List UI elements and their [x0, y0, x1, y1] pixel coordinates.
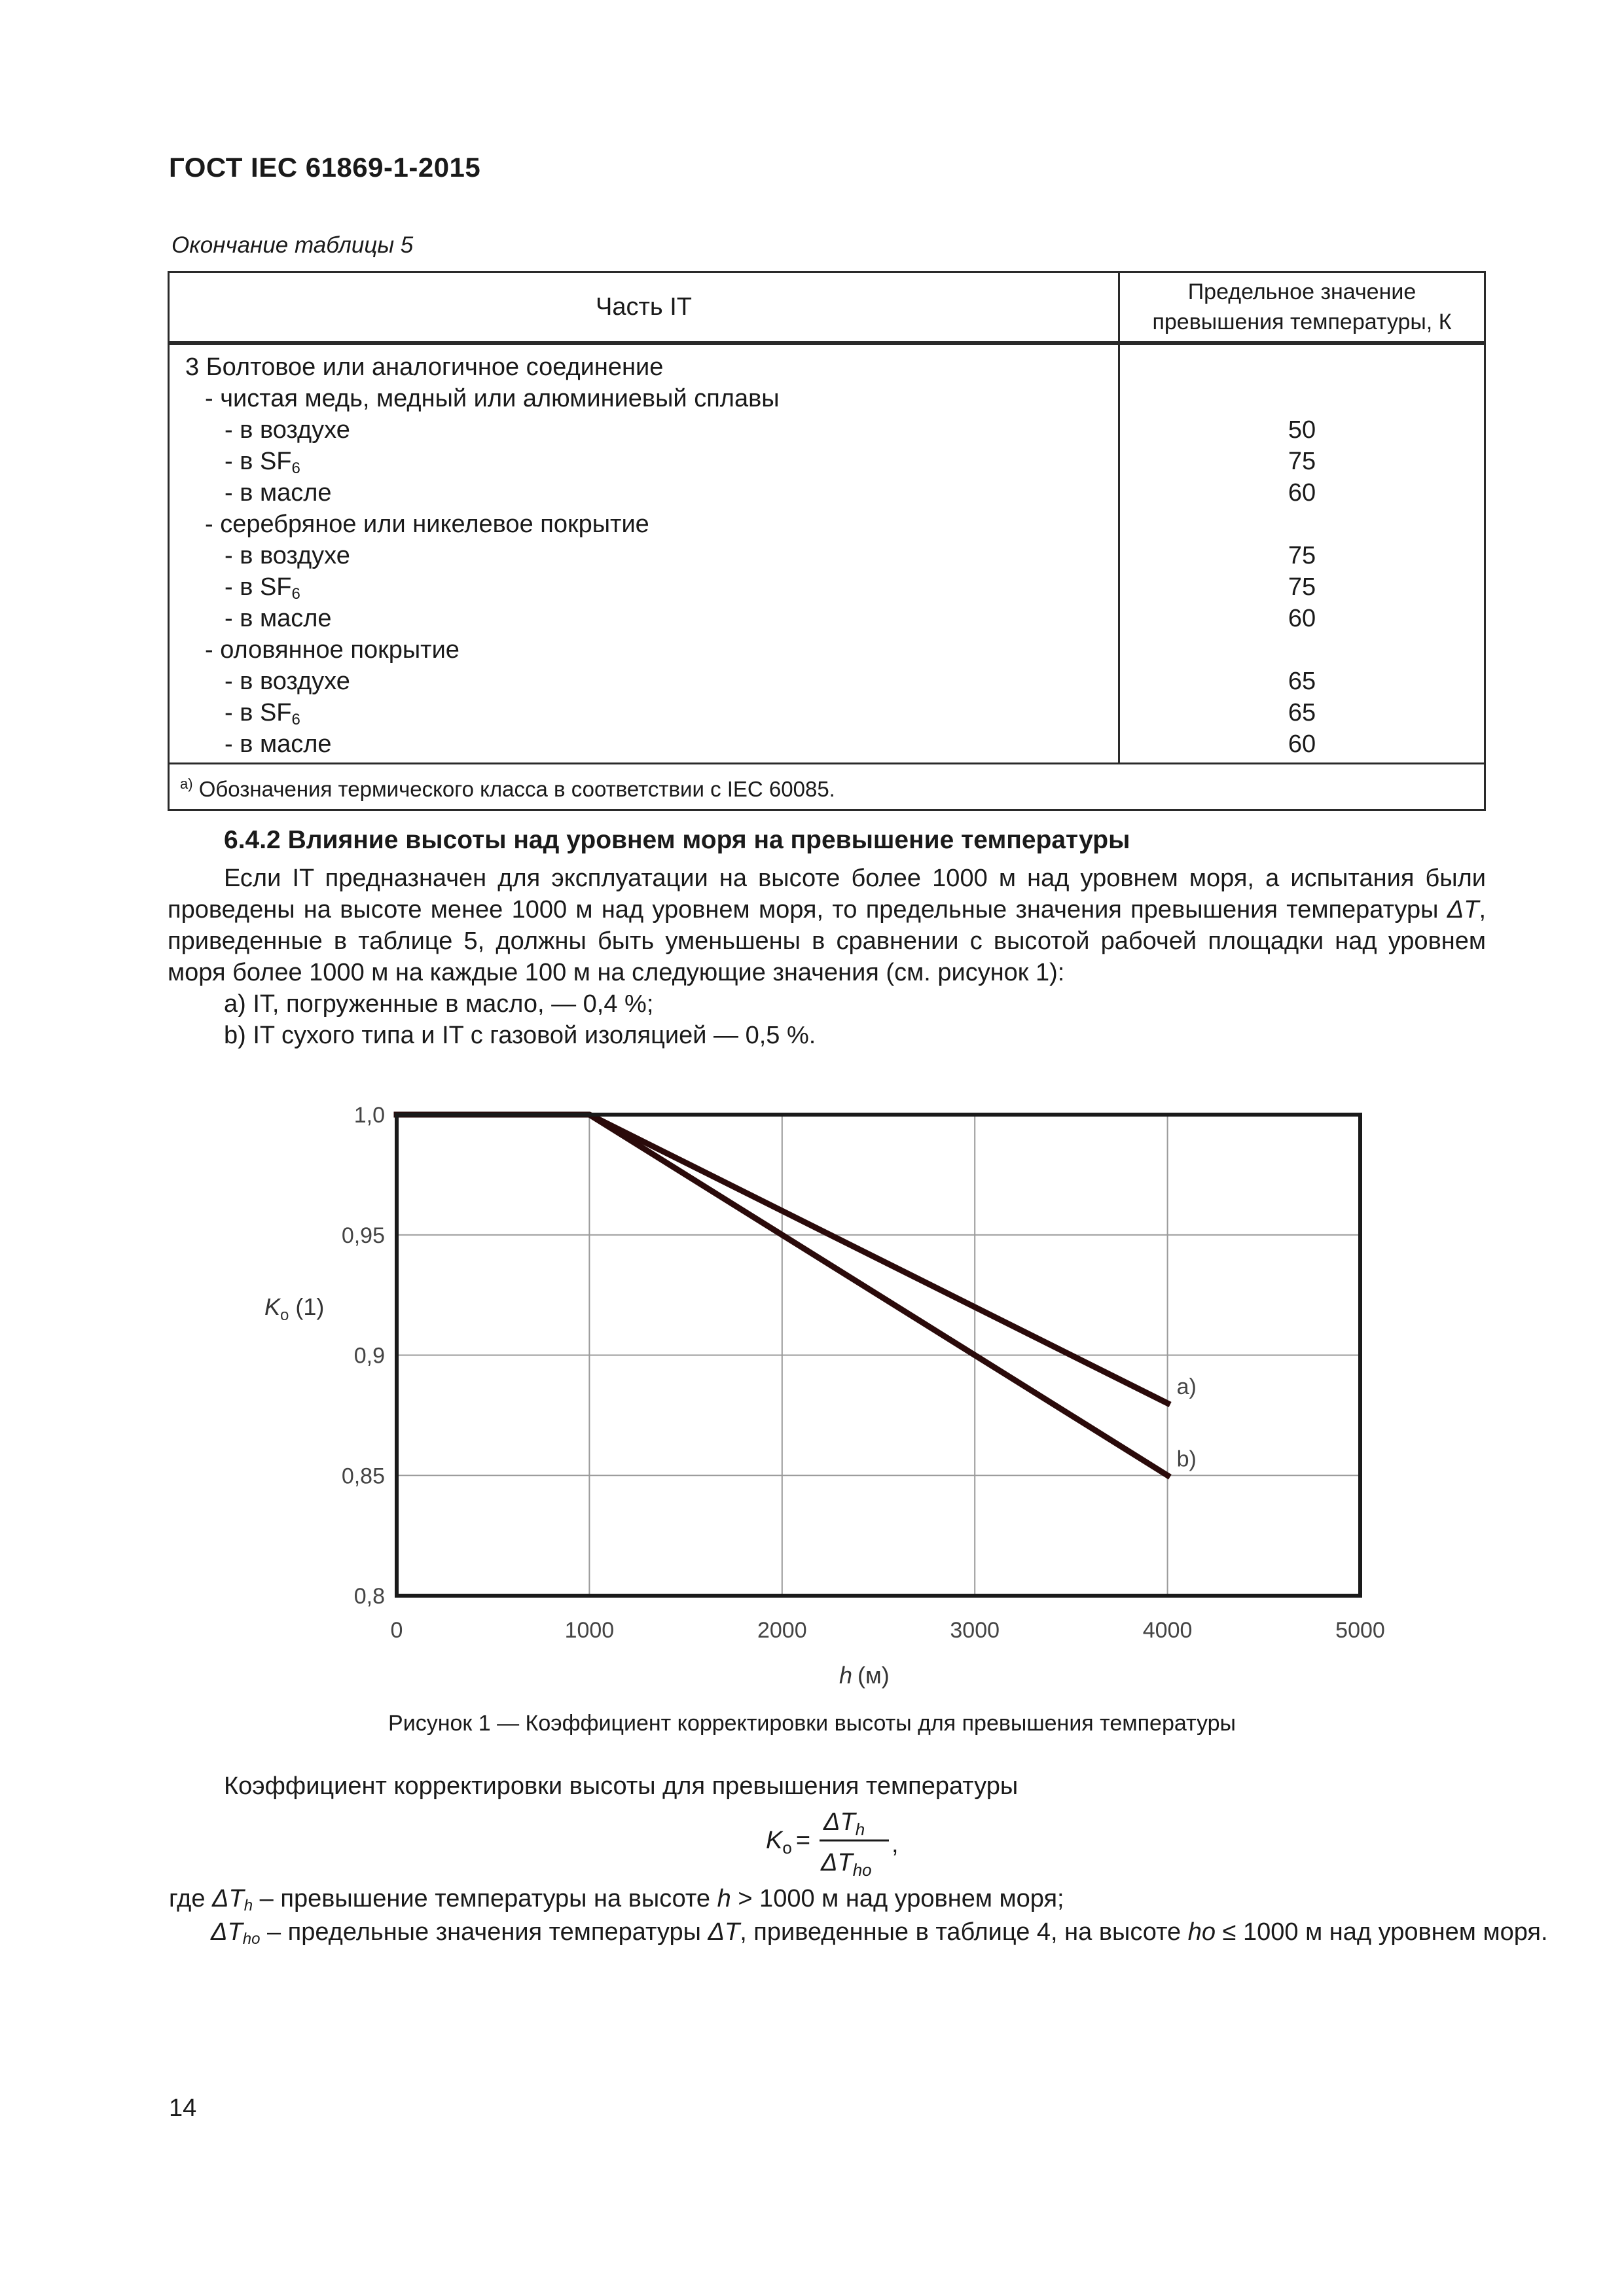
table-row-label: - в воздухе — [225, 542, 350, 569]
table-row-value: 60 — [1288, 479, 1316, 507]
table-row-value: 75 — [1288, 573, 1316, 601]
chart-grid — [397, 1115, 1360, 1596]
table-row-label: - в $SF_6$ — [225, 573, 300, 603]
column-header-limit-line1: Предельное значение — [1187, 279, 1416, 304]
table-row-label: - в масле — [225, 605, 332, 632]
table-row-label: - в воздухе — [225, 416, 350, 444]
footnote-mark: a) — [180, 776, 193, 792]
y-tick-label: 0,85 — [341, 1463, 385, 1489]
table-row-label: 3 Болтовое или аналогичное соединение — [185, 353, 664, 381]
page-number: 14 — [169, 2094, 197, 2122]
where-line-1: где $\Delta T_h$ – превышение температуры на высоте h > 1000 м над уровнем моря; — [169, 1885, 1064, 1914]
formula-numerator: $\Delta T_h$ — [823, 1808, 865, 1839]
list-item-b: b) IT сухого типа и IT с газовой изоляцией — 0,5 %. — [224, 1022, 816, 1049]
footnote-text: Обозначения термического класса в соответствии с IEC 60085. — [198, 777, 835, 801]
table-row-label: - оловянное покрытие — [205, 636, 460, 664]
table-row-value: 75 — [1288, 448, 1316, 475]
table-row-value: 75 — [1288, 542, 1316, 569]
column-header-limit-line2: превышения температуры, К — [1152, 310, 1452, 334]
table-row-label: - в $SF_6$ — [225, 448, 300, 477]
formula-lhs: $K_o$ = — [766, 1827, 811, 1857]
x-tick-label: 5000 — [1335, 1618, 1385, 1643]
figure-caption: Рисунок 1 — Коэффициент корректировки высоты для превышения температуры — [388, 1711, 1236, 1736]
y-tick-label: 0,8 — [353, 1584, 385, 1609]
x-tick-label: 0 — [390, 1618, 403, 1643]
x-tick-labels — [391, 1618, 1385, 1643]
series-label: a) — [1176, 1374, 1197, 1399]
table-row-value: 50 — [1288, 416, 1316, 444]
table-row-label: - серебряное или никелевое покрытие — [205, 511, 649, 538]
y-tick-labels — [342, 1103, 385, 1609]
table-caption: Окончание таблицы 5 — [171, 232, 414, 258]
formula-denominator: $\Delta T_{ho}$ — [821, 1849, 872, 1880]
list-item-a: a) IT, погруженные в масло, — 0,4 %; — [224, 990, 654, 1018]
x-tick-label: 2000 — [757, 1618, 807, 1643]
y-tick-label: 0,95 — [341, 1223, 385, 1248]
document-header: ГОСТ IEC 61869-1-2015 — [169, 152, 481, 183]
table-row-label: - в $SF_6$ — [225, 699, 300, 728]
table-row-label: - чистая медь, медный или алюминиевый сплавы — [205, 385, 780, 412]
section-paragraph: Если IT предназначен для эксплуатации на высоте более 1000 м над уровнем моря, а испытания были проведены на высоте менее 1000 м над уровнем моря, то предельные значения превышения температуры ΔT, приведенные в таблице 5, должны быть уменьшены в сравнении с высотой рабочей площадки над уровнем моря более 1000 м на каждые 100 м на следующие значения (см. рисунок 1): — [168, 865, 1486, 986]
formula-trail: , — [892, 1831, 899, 1858]
y-tick-label: 0,9 — [353, 1343, 385, 1369]
series-labels — [1177, 1374, 1197, 1471]
y-tick-label: 1,0 — [353, 1103, 385, 1128]
table-row-label: - в масле — [225, 479, 332, 507]
x-tick-label: 1000 — [564, 1618, 615, 1643]
x-tick-label: 3000 — [950, 1618, 1000, 1643]
formula — [759, 1800, 929, 1885]
x-axis-label: h (м) — [839, 1662, 890, 1689]
table-row-value: 65 — [1288, 699, 1316, 726]
where-line-2: $\Delta T_{ho}$ – предельные значения температуры ΔT, приведенные в таблице 4, на высоте ho ≤ 1000 м над уровнем моря. — [211, 1918, 1548, 1948]
table-row-label: - в масле — [225, 730, 332, 758]
coefficient-text: Коэффициент корректировки высоты для превышения температуры — [224, 1772, 1019, 1800]
table-row-value: 65 — [1288, 668, 1316, 695]
table-row-value: 60 — [1288, 605, 1316, 632]
section-title: 6.4.2 Влияние высоты над уровнем моря на превышение температуры — [224, 826, 1130, 854]
y-axis-label: $K_o$ (1) — [264, 1293, 325, 1324]
column-header-part: Часть IT — [169, 272, 1119, 344]
table-row-value: 60 — [1288, 730, 1316, 758]
table-row-label: - в воздухе — [225, 668, 350, 695]
series-label: b) — [1176, 1446, 1197, 1472]
x-tick-label: 4000 — [1142, 1618, 1193, 1643]
